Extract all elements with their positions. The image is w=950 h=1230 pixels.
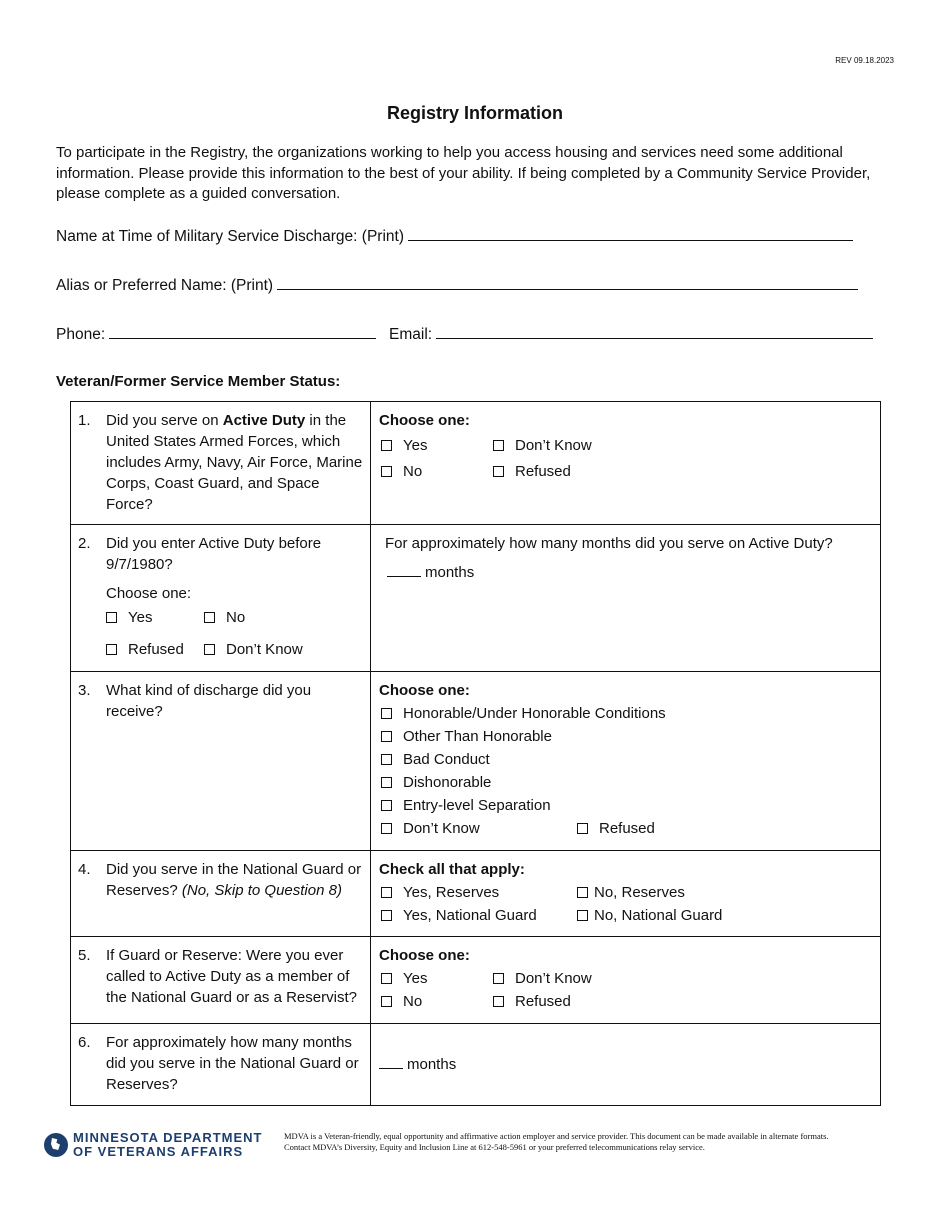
checkbox-icon[interactable] — [106, 644, 117, 655]
active-duty-months-question: For approximately how many months did you serve on Active Duty? — [385, 535, 833, 552]
q2-option-refused[interactable]: Refused — [106, 639, 204, 660]
question-number: 3. — [78, 682, 91, 699]
phone-row — [56, 324, 376, 345]
checkbox-icon[interactable] — [381, 973, 392, 984]
checkbox-icon[interactable] — [204, 644, 215, 655]
checkbox-icon[interactable] — [381, 887, 392, 898]
guard-months-field[interactable] — [379, 1055, 403, 1069]
question-text: What kind of discharge did you receive? — [106, 682, 312, 720]
q3-option-other-than-honorable[interactable]: Other Than Honorable — [379, 726, 872, 747]
checkbox-icon[interactable] — [204, 612, 215, 623]
checkbox-icon[interactable] — [381, 777, 392, 788]
q4-option-no-national-guard[interactable]: No, National Guard — [575, 905, 755, 926]
checkbox-icon[interactable] — [577, 887, 588, 898]
alias-name-field[interactable] — [277, 275, 858, 290]
q2-option-dont-know[interactable]: Don’t Know — [204, 639, 314, 660]
q1-option-no[interactable]: No — [379, 461, 491, 482]
question-text: If Guard or Reserve: Were you ever called to Active Duty as a member of the National Guard or as a Reservist? — [106, 947, 357, 1006]
checkbox-icon[interactable] — [577, 823, 588, 834]
answer-heading: Check all that apply: — [379, 861, 525, 878]
checkbox-icon[interactable] — [381, 800, 392, 811]
page-title: Registry Information — [386, 103, 564, 123]
question-text: Did you serve on Active Duty in the United States Armed Forces, which includes Army, Navy, Air Force, Marine Corps, Coast Guard, and Space Force? — [106, 412, 363, 513]
question-row-1 — [71, 402, 881, 525]
q1-option-dont-know[interactable]: Don’t Know — [491, 435, 671, 456]
q4-option-yes-national-guard[interactable]: Yes, National Guard — [379, 905, 575, 926]
phone-field[interactable] — [109, 324, 376, 339]
revision-label: REV 09.18.2023 — [835, 56, 894, 65]
question-number: 5. — [78, 947, 91, 964]
q5-option-yes[interactable]: Yes — [379, 968, 491, 989]
checkbox-icon[interactable] — [381, 996, 392, 1007]
status-questions-table — [70, 401, 881, 1106]
question-row-4 — [71, 851, 881, 937]
checkbox-icon[interactable] — [493, 996, 504, 1007]
q4-option-yes-reserves[interactable]: Yes, Reserves — [379, 882, 575, 903]
mdva-logo — [44, 1131, 262, 1159]
q2-option-no[interactable]: No — [204, 607, 314, 628]
email-field[interactable] — [436, 324, 873, 339]
intro-paragraph: To participate in the Registry, the organizations working to help you access housing and services need some additional information. Please provide this information to the best of your ability. If being completed by a Community Service Provider, please complete as a guided conversation. — [56, 144, 871, 202]
q5-option-no[interactable]: No — [379, 991, 491, 1012]
q5-option-dont-know[interactable]: Don’t Know — [491, 968, 671, 989]
discharge-name-field[interactable] — [408, 226, 853, 241]
checkbox-icon[interactable] — [381, 731, 392, 742]
alias-name-label: Alias or Preferred Name: (Print) — [56, 277, 274, 294]
guard-months-row: months — [379, 1054, 872, 1075]
checkbox-icon[interactable] — [381, 754, 392, 765]
question-row-6 — [71, 1024, 881, 1106]
question-text: Did you serve in the National Guard or Reserves? (No, Skip to Question 8) — [106, 861, 362, 899]
q1-option-yes[interactable]: Yes — [379, 435, 491, 456]
q3-option-entry-level[interactable]: Entry-level Separation — [379, 795, 872, 816]
q3-option-honorable[interactable]: Honorable/Under Honorable Conditions — [379, 703, 872, 724]
checkbox-icon[interactable] — [493, 440, 504, 451]
question-row-5 — [71, 937, 881, 1024]
q3-option-bad-conduct[interactable]: Bad Conduct — [379, 749, 872, 770]
email-row — [389, 324, 873, 345]
minnesota-state-icon — [44, 1133, 68, 1157]
discharge-name-label: Name at Time of Military Service Discharge: (Print) — [56, 228, 404, 245]
choose-label: Choose one: — [106, 585, 192, 602]
checkbox-icon[interactable] — [381, 910, 392, 921]
q3-option-dishonorable[interactable]: Dishonorable — [379, 772, 872, 793]
checkbox-icon[interactable] — [493, 466, 504, 477]
alias-name-row — [56, 275, 858, 296]
question-text: Did you enter Active Duty before 9/7/1980? — [106, 535, 322, 573]
question-number: 4. — [78, 861, 91, 878]
logo-line-2: OF VETERANS AFFAIRS — [73, 1144, 244, 1159]
active-duty-months-field[interactable] — [387, 563, 421, 577]
q1-option-refused[interactable]: Refused — [491, 461, 671, 482]
phone-label: Phone: — [56, 326, 106, 343]
q3-option-refused[interactable]: Refused — [575, 818, 655, 839]
q5-option-refused[interactable]: Refused — [491, 991, 671, 1012]
checkbox-icon[interactable] — [381, 823, 392, 834]
question-number: 6. — [78, 1034, 91, 1051]
question-number: 1. — [78, 412, 91, 429]
footer — [44, 1131, 894, 1161]
answer-heading: Choose one: — [379, 412, 470, 429]
question-text: For approximately how many months did you serve in the National Guard or Reserves? — [106, 1034, 359, 1093]
q2-option-yes[interactable]: Yes — [106, 607, 204, 628]
answer-heading: Choose one: — [379, 947, 470, 964]
question-row-3 — [71, 672, 881, 851]
footer-fine-print: MDVA is a Veteran-friendly, equal opportunity and affirmative action employer and service provider. This document can be made available in alternate formats. Contact MDVA’s Diversity, Equity and Inclusion Line at 612-548-5961 or your preferred telecommunications relay service. — [284, 1131, 829, 1152]
checkbox-icon[interactable] — [381, 466, 392, 477]
q3-option-dont-know[interactable]: Don’t Know — [379, 818, 575, 839]
email-label: Email: — [389, 326, 433, 343]
discharge-name-row — [56, 226, 853, 247]
checkbox-icon[interactable] — [381, 440, 392, 451]
checkbox-icon[interactable] — [381, 708, 392, 719]
active-duty-months-row: months — [387, 562, 872, 583]
question-row-2 — [71, 525, 881, 672]
checkbox-icon[interactable] — [493, 973, 504, 984]
question-number: 2. — [78, 535, 91, 552]
checkbox-icon[interactable] — [577, 910, 588, 921]
logo-line-1: MINNESOTA DEPARTMENT — [73, 1130, 263, 1145]
checkbox-icon[interactable] — [106, 612, 117, 623]
section-heading: Veteran/Former Service Member Status: — [56, 373, 341, 390]
answer-heading: Choose one: — [379, 682, 470, 699]
q4-option-no-reserves[interactable]: No, Reserves — [575, 882, 755, 903]
